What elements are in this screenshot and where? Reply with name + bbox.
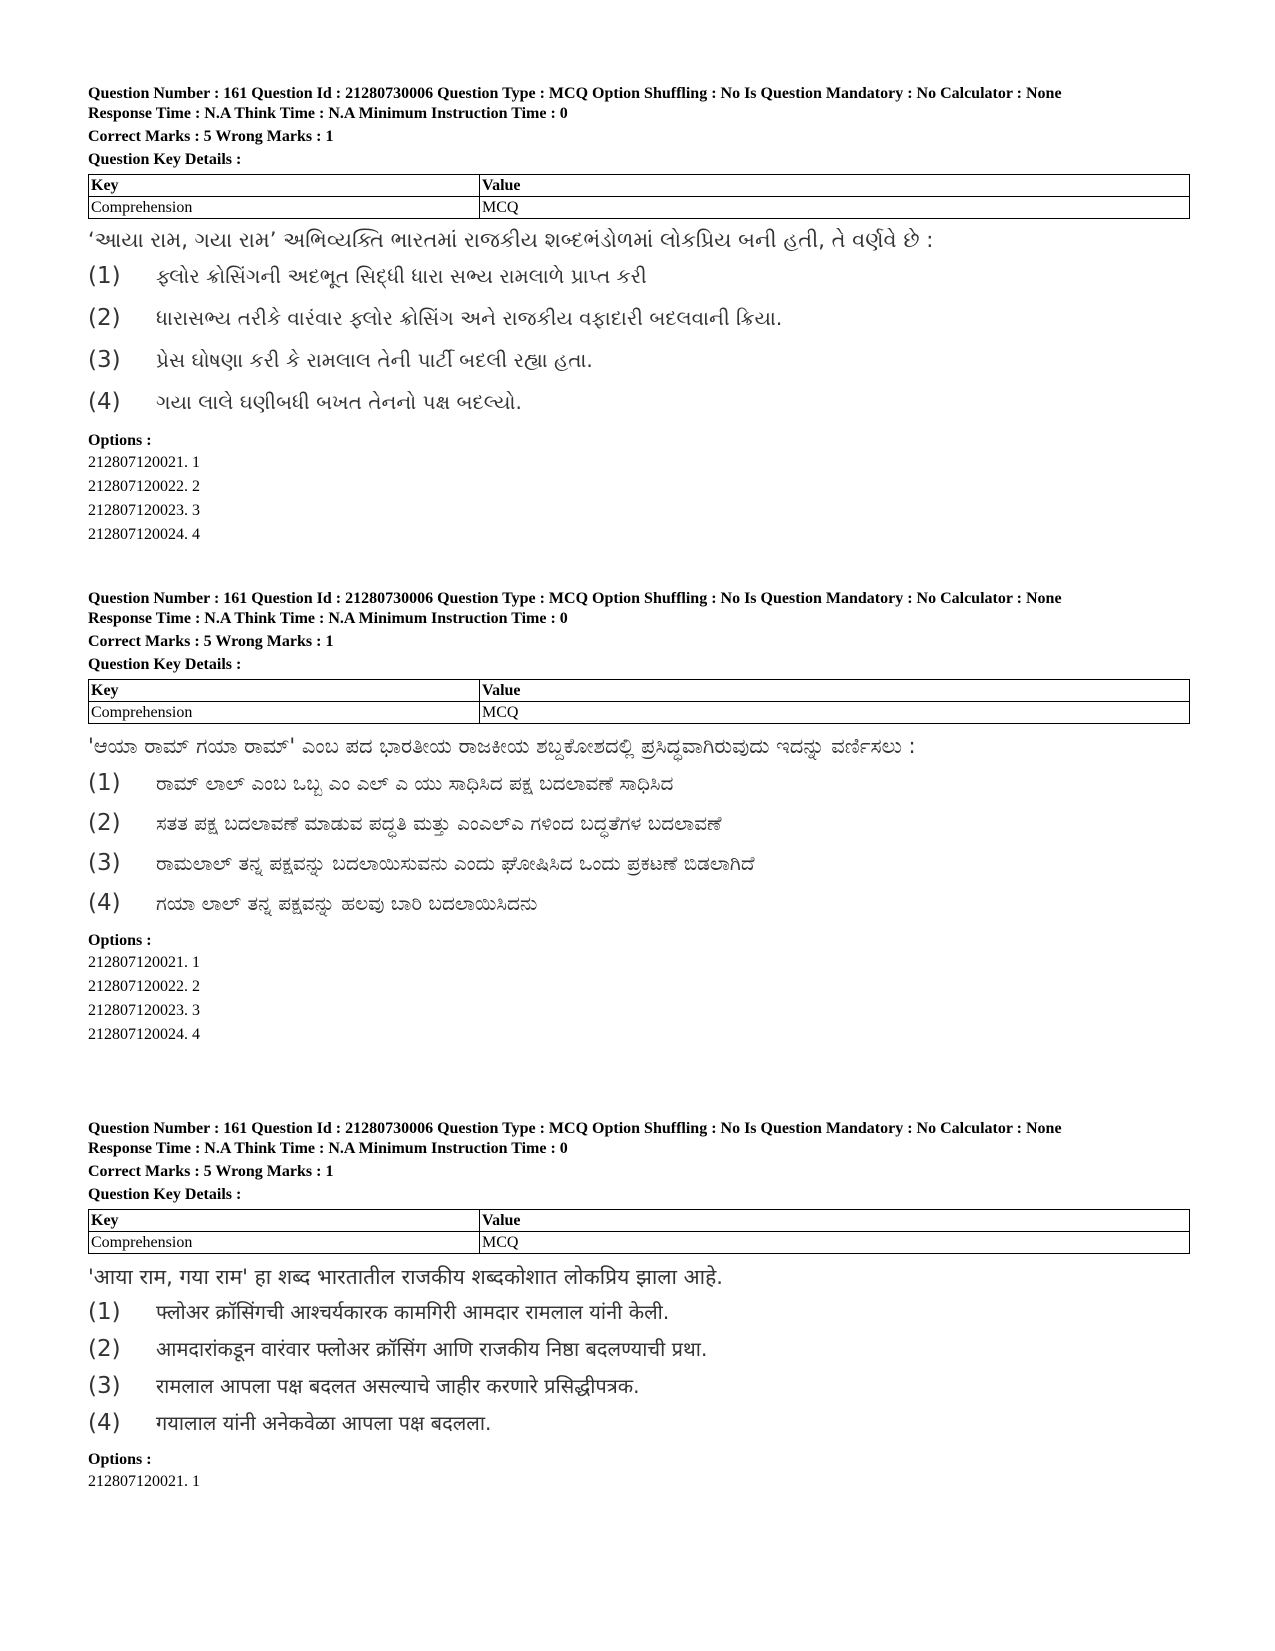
choice-item [88, 381, 1190, 423]
option-id: 212807120023. 3 [88, 1002, 200, 1019]
question-stem: 'ಆಯಾ ರಾಮ್ ಗಯಾ ರಾಮ್' ಎಂಬ ಪದ ಭಾರತೀಯ ರಾಜಕೀಯ ಶಬ್ದಕೋಶದಲ್ಲಿ ಪ್ರಸಿದ್ಧವಾಗಿರುವುದು ಇದನ್ನು ವರ್ಣಿಸಲು : [88, 734, 916, 758]
value-cell: MCQ [480, 197, 1190, 219]
choice-text: ರಾಮಲಾಲ್ ತನ್ನ ಪಕ್ಷವನ್ನು ಬದಲಾಯಿಸುವನು ಎಂದು ಘೋಷಿಸಿದ ಒಂದು ಪ್ರಕಟಣೆ ಬಿಡಲಾಗಿದೆ [156, 851, 755, 875]
choice-item [88, 297, 1190, 339]
option-id: 212807120022. 2 [88, 478, 200, 495]
key-details-table [88, 1209, 1190, 1254]
choice-item [88, 763, 1190, 803]
option-id: 212807120021. 1 [88, 954, 200, 971]
question-timing-line: Response Time : N.A Think Time : N.A Minimum Instruction Time : 0 [88, 1140, 568, 1157]
option-id: 212807120023. 3 [88, 502, 200, 519]
option-id: 212807120022. 2 [88, 978, 200, 995]
question-meta-line: Question Number : 161 Question Id : 21280730006 Question Type : MCQ Option Shuffling : No Is Question Mandatory : No Calculator : None [88, 590, 1062, 607]
options-label: Options : [88, 432, 152, 449]
key-details-label: Question Key Details : [88, 151, 242, 168]
choice-item [88, 1405, 1190, 1442]
option-id: 212807120024. 4 [88, 1026, 200, 1043]
choice-item [88, 1331, 1190, 1368]
option-id: 212807120024. 4 [88, 526, 200, 543]
question-meta-line: Question Number : 161 Question Id : 21280730006 Question Type : MCQ Option Shuffling : No Is Question Mandatory : No Calculator : None [88, 85, 1062, 102]
choice-text: ಸತತ ಪಕ್ಷ ಬದಲಾವಣೆ ಮಾಡುವ ಪದ್ಧತಿ ಮತ್ತು ಎಂಎಲ್ಎ ಗಳಿಂದ ಬದ್ಧತೆಗಳ ಬದಲಾವಣೆ [156, 811, 722, 835]
table-header-row [89, 175, 1190, 197]
choice-number: (3) [88, 850, 121, 876]
key-details-label: Question Key Details : [88, 656, 242, 673]
key-details-table [88, 679, 1190, 724]
choice-item [88, 339, 1190, 381]
question-stem: 'आया राम, गया राम' हा शब्द भारतातील राजकीय शब्दकोशात लोकप्रिय झाला आहे. [88, 1265, 723, 1289]
choice-text: ધારાસભ્ય તરીકે વારંવાર ફ્લોર ક્રોસિંગ અને રાજકીય વફાદારી બદલવાની ક્રિયા. [156, 306, 783, 330]
marks-line: Correct Marks : 5 Wrong Marks : 1 [88, 633, 334, 650]
choice-item [88, 1368, 1190, 1405]
choice-number: (4) [88, 389, 121, 415]
choice-number: (1) [88, 263, 121, 289]
value-header: Value [480, 175, 1190, 197]
value-cell: MCQ [480, 1232, 1190, 1254]
key-cell: Comprehension [89, 1232, 480, 1254]
choice-number: (3) [88, 347, 121, 373]
choice-text: फ्लोअर क्रॉसिंगची आश्चर्यकारक कामगिरी आमदार रामलाल यांनी केली. [156, 1300, 670, 1324]
question-meta-line: Question Number : 161 Question Id : 21280730006 Question Type : MCQ Option Shuffling : No Is Question Mandatory : No Calculator : None [88, 1120, 1062, 1137]
question-content [88, 225, 1190, 423]
value-header: Value [480, 1210, 1190, 1232]
question-timing-line: Response Time : N.A Think Time : N.A Minimum Instruction Time : 0 [88, 105, 568, 122]
question-block [88, 1119, 1190, 1494]
choice-text: ફ્લોર ક્રોસિંગની અદભૂત સિદ્ધી ધારા સભ્ય રામલાળે પ્રાપ્ત કરી [156, 264, 647, 288]
choice-text: ગયા લાલે ઘણીબધી બખત તેનનો પક્ષ બદલ્યો. [156, 390, 522, 414]
question-block [88, 84, 1190, 547]
key-details-table [88, 174, 1190, 219]
choice-number: (4) [88, 890, 121, 916]
choice-number: (3) [88, 1373, 121, 1399]
key-header: Key [89, 175, 480, 197]
value-cell: MCQ [480, 702, 1190, 724]
key-details-label: Question Key Details : [88, 1186, 242, 1203]
choice-number: (4) [88, 1410, 121, 1436]
question-stem: ‘આયા રામ, ગયા રામ’ અભિવ્યક્તિ ભારતમાં રાજકીય શબ્દભંડોળમાં લોકપ્રિય બની હતી, તે વર્ણવે છે : [88, 228, 934, 252]
choice-item [88, 1294, 1190, 1331]
choice-text: ಗಯಾ ಲಾಲ್ ತನ್ನ ಪಕ್ಷವನ್ನು ಹಲವು ಬಾರಿ ಬದಲಾಯಿಸಿದನು [156, 891, 538, 915]
table-row [89, 197, 1190, 219]
marks-line: Correct Marks : 5 Wrong Marks : 1 [88, 128, 334, 145]
choice-item [88, 803, 1190, 843]
value-header: Value [480, 680, 1190, 702]
table-row [89, 702, 1190, 724]
question-meta [88, 84, 1190, 170]
question-content [88, 1260, 1190, 1442]
options-label: Options : [88, 1451, 152, 1468]
question-meta [88, 589, 1190, 675]
marks-line: Correct Marks : 5 Wrong Marks : 1 [88, 1163, 334, 1180]
choice-number: (2) [88, 305, 121, 331]
choice-number: (1) [88, 770, 121, 796]
key-cell: Comprehension [89, 702, 480, 724]
option-id: 212807120021. 1 [88, 454, 200, 471]
choice-item [88, 843, 1190, 883]
choice-text: પ્રેસ ઘોષણા કરી કે રામલાલ તેની પાર્ટી બદલી રહ્યા હતા. [156, 348, 593, 372]
option-id: 212807120021. 1 [88, 1473, 200, 1490]
table-header-row [89, 1210, 1190, 1232]
question-meta [88, 1119, 1190, 1205]
choice-number: (2) [88, 1336, 121, 1362]
options-label: Options : [88, 932, 152, 949]
question-timing-line: Response Time : N.A Think Time : N.A Minimum Instruction Time : 0 [88, 610, 568, 627]
choice-item [88, 883, 1190, 923]
key-header: Key [89, 680, 480, 702]
choice-text: गयालाल यांनी अनेकवेळा आपला पक्ष बदलला. [156, 1411, 492, 1435]
key-header: Key [89, 1210, 480, 1232]
choice-number: (2) [88, 810, 121, 836]
choice-number: (1) [88, 1299, 121, 1325]
question-block [88, 589, 1190, 1047]
key-cell: Comprehension [89, 197, 480, 219]
choice-item [88, 255, 1190, 297]
choice-text: ರಾಮ್ ಲಾಲ್ ಎಂಬ ಒಬ್ಬ ಎಂ ಎಲ್ ಎ ಯು ಸಾಧಿಸಿದ ಪಕ್ಷ ಬದಲಾವಣೆ ಸಾಧಿಸಿದ [156, 771, 674, 795]
choice-text: आमदारांकडून वारंवार फ्लोअर क्रॉसिंग आणि राजकीय निष्ठा बदलण्याची प्रथा. [156, 1337, 708, 1361]
table-row [89, 1232, 1190, 1254]
table-header-row [89, 680, 1190, 702]
choice-text: रामलाल आपला पक्ष बदलत असल्याचे जाहीर करणारे प्रसिद्धीपत्रक. [156, 1374, 640, 1398]
question-content [88, 730, 1190, 923]
